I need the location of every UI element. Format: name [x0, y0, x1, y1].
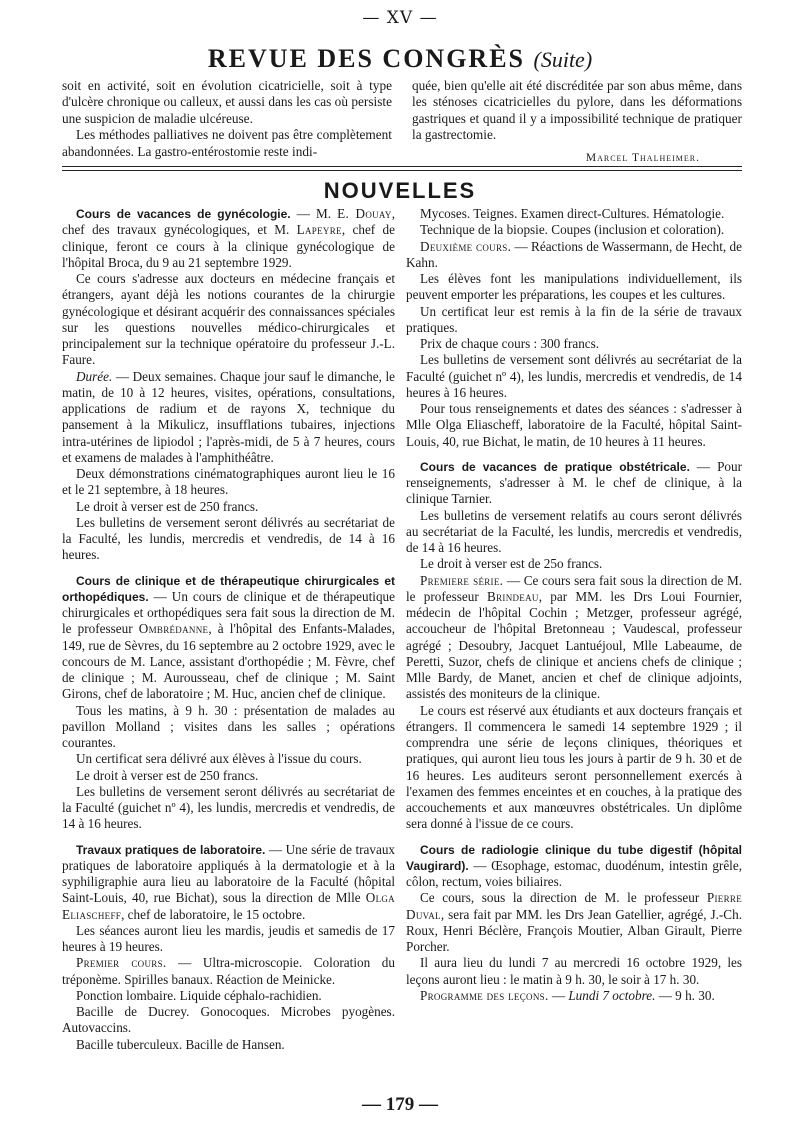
person-name: Lapeyre — [296, 222, 342, 238]
section-heading: Travaux pratiques de laboratoire. — [76, 842, 266, 857]
body-paragraph: Les bulletins de versement seront délivrés au secrétariat de la Faculté (guichet nº 4), les lundis, mercredis et vendredis, de 14 à 16 heures. — [62, 783, 395, 832]
revue-paragraph: quée, bien qu'elle ait été discréditée par son abus même, dans les sténoses cicatricielles du pylore, dans les déformations gastriques et quand il y a impossibilité technique de pratiquer la gastrectomie. — [412, 78, 742, 143]
body-paragraph: Tous les matins, à 9 h. 30 : présentation de malades au pavillon Molland ; visites dans les salles ; opérations courantes. — [62, 702, 395, 750]
body-paragraph: Le cours est réservé aux étudiants et aux docteurs français et étrangers. Il commencera le samedi 14 septembre 1929 ; il comprendra une série de leçons cliniques, théoriques et pratiques, qui auront lieu tous les jours à partir de 9 h. 30 et de 16 heures. Les auditeurs seront personnellement exercés à l'examen des femmes enceintes et en couches, à la pratique des accouchements et aux manœuvres obstétricales. Un diplôme sera donné à l'issue de ce cours. — [406, 702, 742, 832]
revue-des-congres-title — [0, 44, 800, 74]
revue-right-column — [412, 78, 742, 166]
body-paragraph: Ce cours s'adresse aux docteurs en médecine français et étrangers, ayant déjà les notions courantes de la chirurgie gynécologique et désirant acquérir des connaissances spéciales sur les questions nouvelles médico-chirurgicales et principalement sur la technique opératoire du professeur J.-L. Faure. — [62, 271, 395, 368]
body-paragraph: Un certificat sera délivré aux élèves à l'issue du cours. — [76, 751, 362, 767]
body-paragraph: Bacille tuberculeux. Bacille de Hansen. — [76, 1036, 285, 1052]
body-paragraph: Deux démonstrations cinématographiques auront lieu le 16 et le 21 septembre, à 18 heures. — [62, 466, 395, 498]
page-number: — 179 — — [362, 1094, 438, 1115]
body-paragraph: Programme des leçons. — Lundi 7 octobre. — 9 h. 30. — [420, 987, 715, 1003]
nouvelles-right-column — [406, 206, 742, 1004]
section-heading: Cours de clinique et de thérapeutique chirurgicales et orthopédiques. — [62, 573, 395, 604]
radio-announcement: Cours de radiologie clinique du tube digestif (hôpital Vaugirard). — Œsophage, estomac, duodénum, intestin grêle, côlon, rectum, voies biliaires. — [406, 842, 742, 889]
section-heading: Cours de radiologie clinique du tube digestif (hôpital Vaugirard). — [406, 842, 742, 873]
body-paragraph: Il aura lieu du lundi 7 au mercredi 16 octobre 1929, les leçons auront lieu : le matin à 9 h. 30, le soir à 17 h. 30. — [406, 955, 742, 987]
section-divider — [62, 166, 742, 167]
gyneco-announcement: Cours de vacances de gynécologie. — M. E. Douay, chef des travaux gynécologiques, et M. Lapeyre, chef de clinique, feront ce cours à la clinique gynécologique de l'hôpital Broca, du 9 au 21 septembre 1929. — [62, 206, 396, 270]
person-name: E. Douay — [337, 206, 392, 221]
body-paragraph: Les bulletins de versement sont délivrés au secrétariat de la Faculté (guichet nº 4), les lundis, mercredis et vendredis, de 14 heures à 16 heures. — [406, 352, 742, 400]
person-name: Ombrédanne — [138, 621, 209, 637]
nouvelles-left-column — [62, 206, 395, 1053]
section-heading: Cours de vacances de pratique obstétricale. — [420, 459, 690, 474]
body-paragraph: Les élèves font les manipulations individuellement, ils peuvent emporter les préparations, les coupes et les cultures. — [406, 271, 742, 303]
body-paragraph: Mycoses. Teignes. Examen direct-Cultures. Hématologie. — [420, 206, 725, 221]
person-name: Olga Eliascheff — [62, 890, 395, 922]
revue-paragraph: soit en activité, soit en évolution cicatricielle, soit à type d'ulcère chronique ou calleux, et aussi dans les cas où persiste une suspicion de maladie ulcéreuse. — [62, 78, 392, 126]
body-paragraph: Bacille de Ducrey. Gonocoques. Microbes pyogènes. Autovaccins. — [62, 1004, 395, 1036]
body-paragraph: Premier cours. — Ultra-microscopie. Coloration du tréponème. Spirilles banaux. Réaction de Meinicke. — [62, 955, 395, 987]
body-paragraph: Ponction lombaire. Liquide céphalo-rachidien. — [76, 987, 322, 1003]
ortho-announcement: Cours de clinique et de thérapeutique chirurgicales et orthopédiques. — Un cours de clinique et de thérapeutique chirurgicales et orthopédiques sera fait sous la direction de M. le professeur Ombrédanne, à l'hôpital des Enfants-Malades, 149, rue de Sèvres, du 16 septembre au 2 octobre 1929, avec le concours de M. Lance, assistant d'orthopédie ; M. Fèvre, chef de clinique ; M. Aurousseau, chef de clinique ; M. Saint Girons, chef de laboratoire ; M. Huc, ancien chef de clinique. — [62, 573, 396, 702]
obst-announcement: Cours de vacances de pratique obstétricale. — Pour renseignements, s'adresser à M. le chef de clinique, à la clinique Tarnier. — [406, 458, 742, 507]
author-signature: Marcel Thalheimer. — [585, 151, 700, 164]
person-name: Pierre Duval — [406, 890, 742, 922]
body-paragraph: Prix de chaque cours : 300 francs. — [420, 336, 600, 351]
body-paragraph: Un certificat leur est remis à la fin de la série de travaux pratiques. — [406, 303, 742, 335]
body-paragraph: Technique de la biopsie. Coupes (inclusion et coloration). — [420, 222, 725, 238]
section-heading: Cours de vacances de gynécologie. — [76, 207, 291, 221]
body-paragraph: Le droit à verser est de 250 francs. — [76, 767, 259, 783]
revue-suite-text: (Suite) — [533, 47, 593, 72]
person-name: Brindeau — [487, 588, 539, 604]
revue-title-text: REVUE DES CONGRÈS — [207, 44, 525, 73]
nouvelles-title: NOUVELLES — [323, 178, 477, 203]
revue-paragraph: Les méthodes palliatives ne doivent pas être complètement abandonnées. La gastro-entérostomie reste indi- — [62, 127, 392, 159]
body-paragraph: Le droit à verser est de 250 francs. — [76, 498, 259, 514]
body-paragraph: Pour tous renseignements et dates des séances : s'adresser à Mlle Olga Eliascheff, laboratoire de la Faculté, hôpital Saint-Louis, 40, rue Bichat, le matin, de 10 heures à 11 heures. — [406, 401, 742, 449]
body-paragraph: Les bulletins de versement relatifs au cours seront délivrés au secrétariat de la Faculté, les lundis, mercredis et vendredis, de 14 à 16 heures. — [406, 507, 742, 555]
roman-folio: — XV — — [362, 8, 438, 28]
body-paragraph: Durée. — Deux semaines. Chaque jour sauf le dimanche, le matin, de 10 à 12 heures, visites, opérations, consultations, applications de radium et de rayons X, technique du pansement à la Mikulicz, insufflations tubaires, injections intra-utérines de lipiodol ; l'après-midi, de 5 à 7 heures, cours et examens de malades à l'amphithéâtre. — [62, 368, 395, 465]
section-divider — [62, 170, 742, 171]
revue-left-column — [62, 78, 392, 160]
body-paragraph: Les séances auront lieu les mardis, jeudis et samedis de 17 heures à 19 heures. — [62, 922, 395, 954]
body-paragraph: Deuxième cours. — Réactions de Wassermann, de Hecht, de Kahn. — [406, 238, 742, 270]
labo-announcement: Travaux pratiques de laboratoire. — Une série de travaux pratiques de laboratoire appliqués à la dermatologie et à la syphiligraphie aura lieu au laboratoire de la Faculté (hôpital Saint-Louis, 40, rue Bichat), sous la direction de Mlle Olga Eliascheff, chef de laboratoire, le 15 octobre. — [62, 841, 396, 922]
body-paragraph: Ce cours, sous la direction de M. le professeur Pierre Duval, sera fait par MM. les Drs Jean Gatellier, agrégé, J.-Ch. Roux, Henri Béclère, François Moutier, Alban Girault, Pierre Porcher. — [406, 890, 742, 954]
body-paragraph: Le droit à verser est de 25o francs. — [420, 556, 603, 572]
body-paragraph: Les bulletins de versement seront délivrés au secrétariat de la Faculté, les lundis, mercredis et vendredis, de 14 à 16 heures. — [62, 514, 395, 563]
body-paragraph: Premiere série. — Ce cours sera fait sous la direction de M. le professeur Brindeau, par MM. les Drs Loui Fournier, médecin de l'hôpital Cochin ; Metzger, professeur agrégé, accoucheur de l'hôpital Bretonneau ; Vaudescal, professeur agrégé ; Desoubry, Jacquet Lantuéjoul, Mlle Labeaume, de Peretti, Suzor, chefs de clinique et anciens chefs de clinique ; Mlle Bardy, de Manet, ancien et chef de clinique adjoints, assistés des moniteurs de la clinique. — [406, 572, 743, 702]
